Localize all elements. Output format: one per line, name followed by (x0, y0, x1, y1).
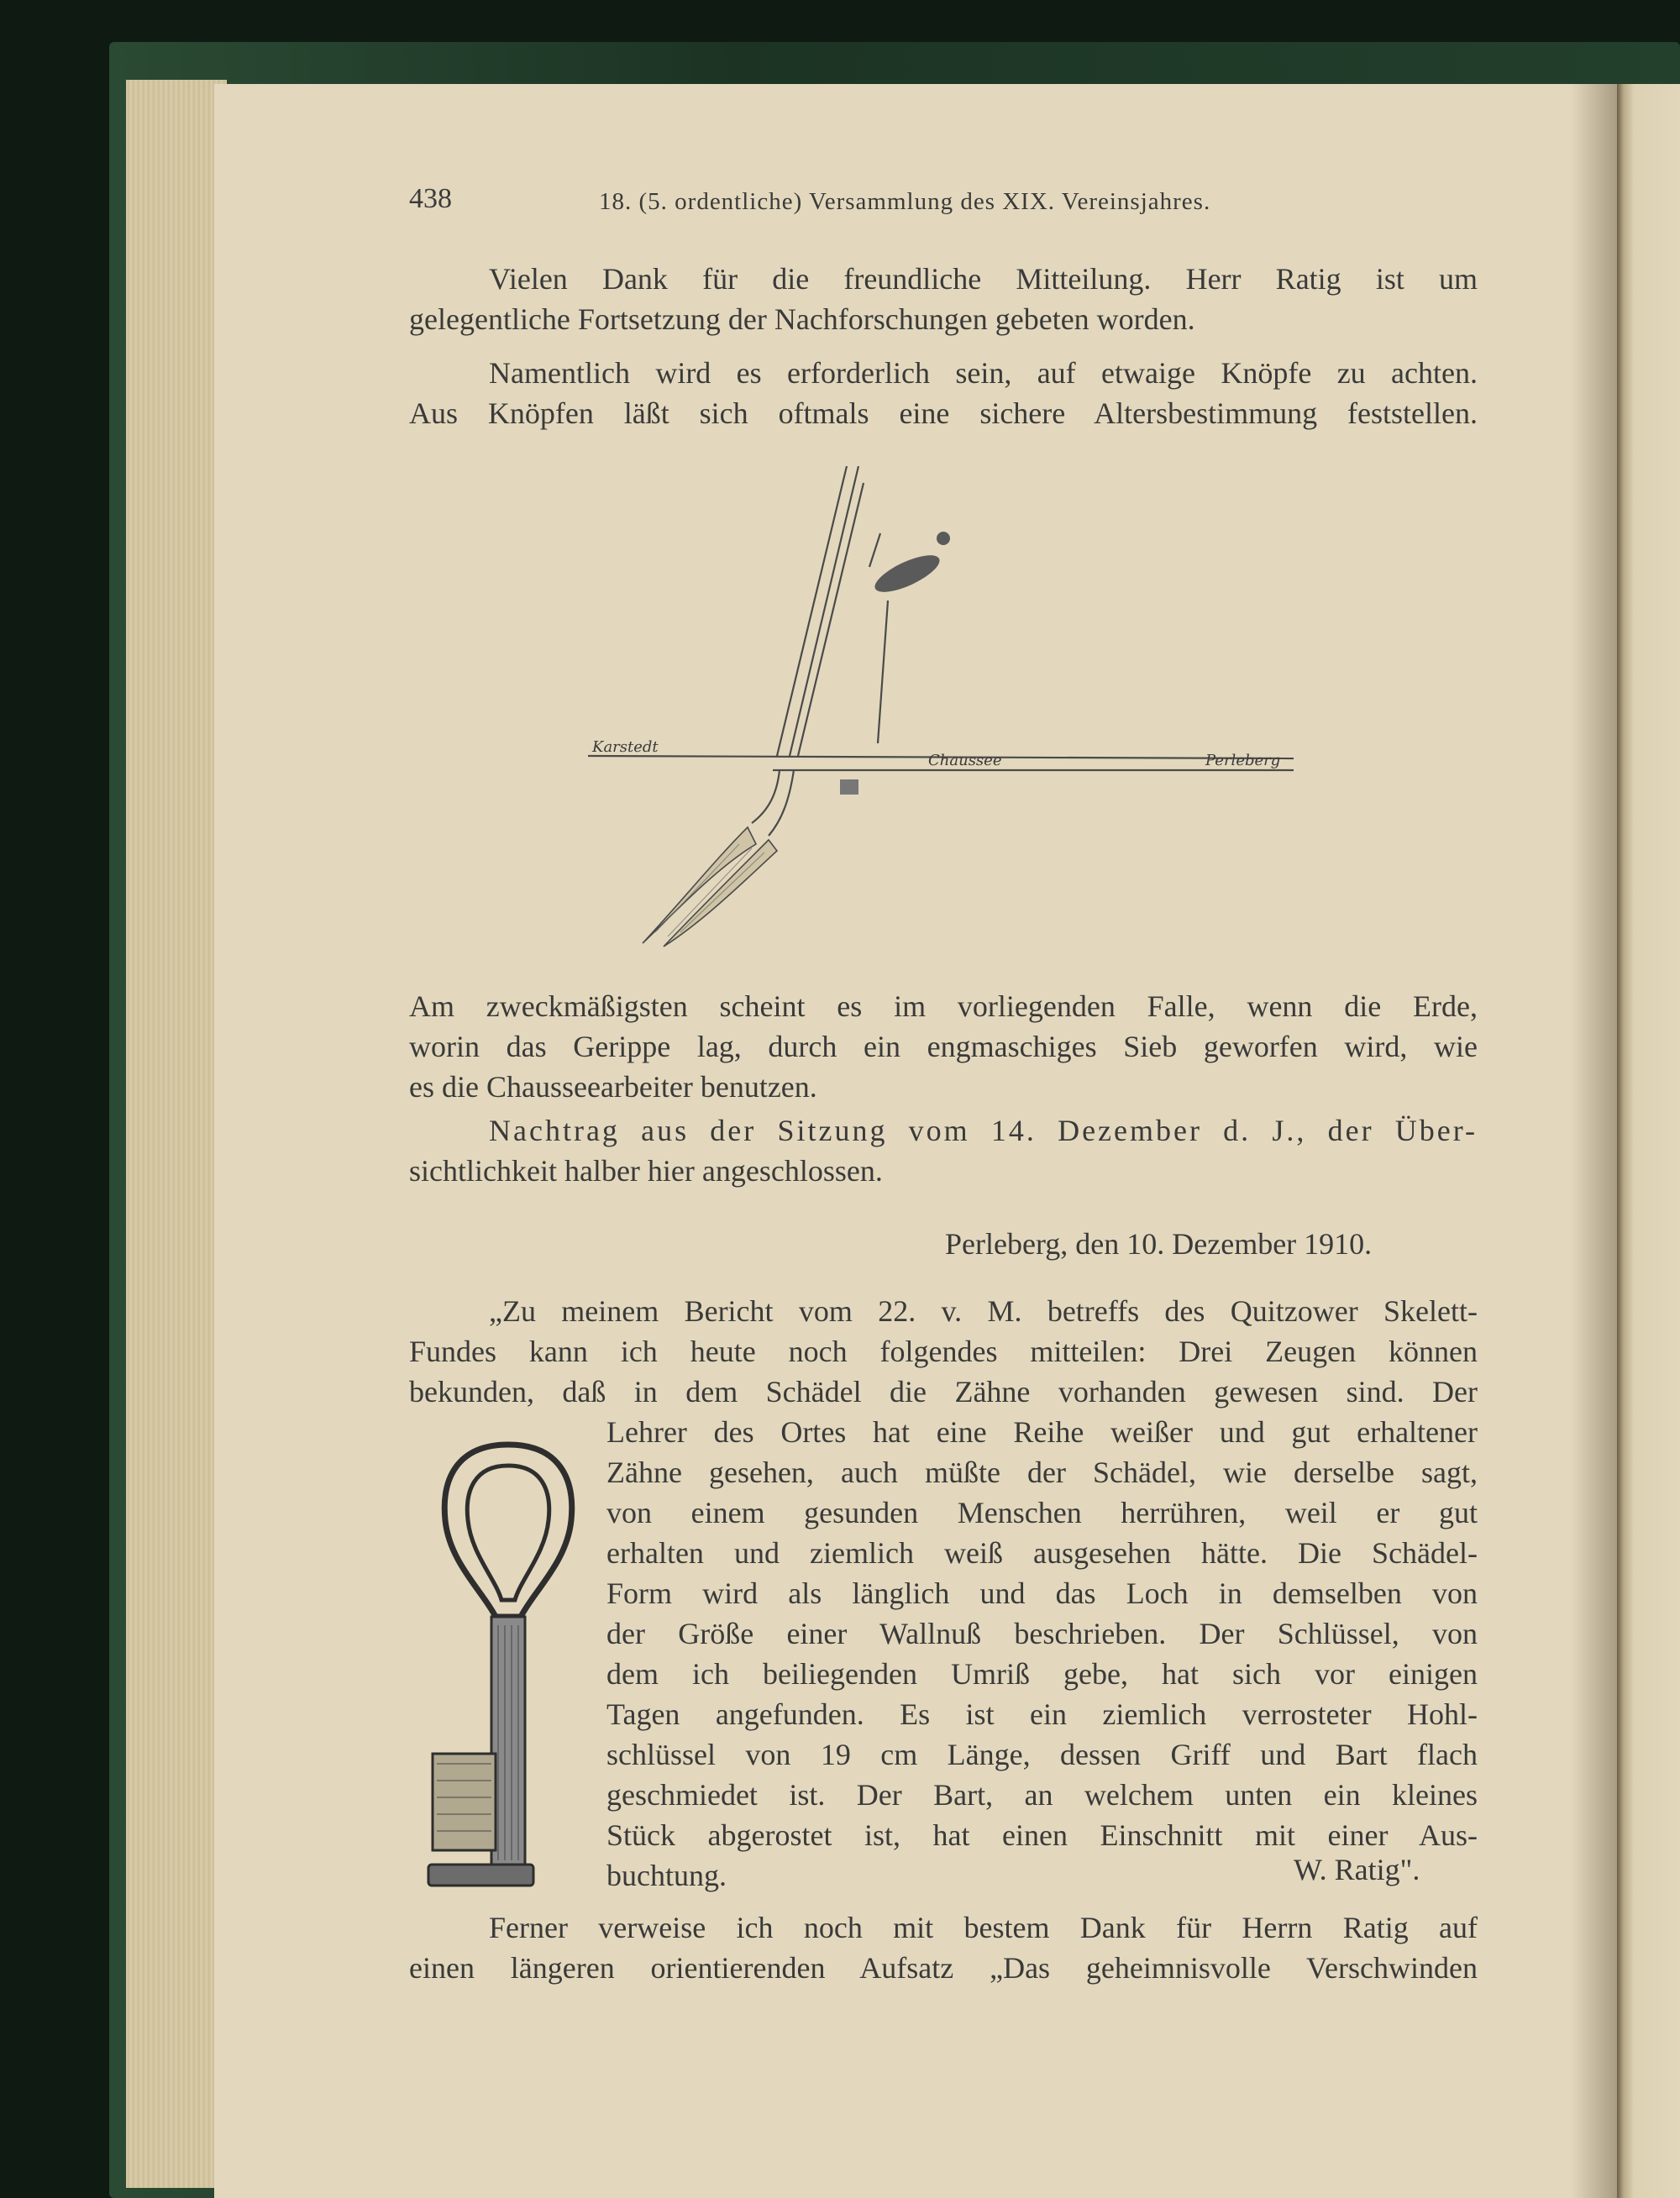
path-line (869, 533, 880, 567)
key-illustration (424, 1428, 592, 1898)
text-line: sichtlichkeit halber hier angeschlossen. (409, 1154, 883, 1188)
page-stack-edge (126, 80, 227, 2188)
letter-wrapped-text (606, 1412, 1478, 1896)
text-line: schlüssel von 19 cm Länge, dessen Griff und Bart flach (606, 1738, 1478, 1771)
facing-page-edge (1617, 84, 1680, 2198)
lower-road-left (752, 770, 780, 823)
paragraph-1 (409, 259, 1478, 339)
text-line: es die Chausseearbeiter benutzen. (409, 1070, 817, 1104)
page-number: 438 (409, 183, 452, 214)
running-title: 18. (5. ordentliche) Versammlung des XIX. Vereinsjahres. (599, 188, 1211, 215)
text-line: Lehrer des Ortes hat eine Reihe weißer und gut erhaltener (606, 1415, 1478, 1449)
letter-date: Perleberg, den 10. Dezember 1910. (945, 1227, 1373, 1261)
text-line: Zähne gesehen, auch müßte der Schädel, wie derselbe sagt, (606, 1456, 1478, 1489)
text-line: Aus Knöpfen läßt sich oftmals eine sichere Altersbestimmung feststellen. (409, 396, 1478, 430)
text-line: Vielen Dank für die freundliche Mitteilung. Herr Ratig ist um (489, 262, 1478, 296)
text-line: Stück abgerostet ist, hat einen Einschnitt mit einer Aus- (606, 1818, 1478, 1852)
text-line: Form wird als länglich und das Loch in demselben von (606, 1576, 1478, 1610)
key-bow-outer (444, 1445, 571, 1617)
map-label-middle: Chaussee (928, 752, 1002, 769)
text-line: worin das Gerippe lag, durch ein engmaschiges Sieb geworfen wird, wie (409, 1030, 1478, 1063)
text-line: „Zu meinem Bericht vom 22. v. M. betreffs des Quitzower Skelett- (489, 1294, 1478, 1328)
text-line: gelegentliche Fortsetzung der Nachforschungen gebeten worden. (409, 302, 1195, 336)
paragraph-3 (409, 986, 1478, 1107)
paragraph-5 (409, 1907, 1478, 1988)
sketch-map-figure (588, 466, 1310, 953)
text-line: einen längeren orientierenden Aufsatz „Das geheimnisvolle Verschwinden (409, 1951, 1478, 1985)
text-line: bekunden, daß in dem Schädel die Zähne vorhanden gewesen sind. Der (409, 1375, 1478, 1409)
side-road-right (790, 466, 858, 756)
side-road-inner (798, 483, 864, 756)
text-line: Am zweckmäßigsten scheint es im vorliegenden Falle, wenn die Erde, (409, 989, 1478, 1023)
text-line: Fundes kann ich heute noch folgendes mitteilen: Drei Zeugen können (409, 1335, 1478, 1368)
text-line: von einem gesunden Menschen herrühren, weil er gut (606, 1496, 1478, 1529)
text-line: Namentlich wird es erforderlich sein, auf etwaige Knöpfe zu achten. (489, 356, 1478, 390)
gutter-shadow (1571, 84, 1617, 2198)
letter-intro (409, 1291, 1478, 1412)
text-line: der Größe einer Wallnuß beschrieben. Der Schlüssel, von (606, 1617, 1478, 1650)
distance-line (878, 601, 888, 743)
find-spot-dot (937, 532, 950, 545)
key-tip (428, 1865, 533, 1886)
text-line: erhalten und ziemlich weiß ausgesehen hätte. Die Schädel- (606, 1536, 1478, 1570)
text-line: Ferner verweise ich noch mit bestem Dank für Herrn Ratig auf (489, 1911, 1478, 1944)
building-marker (840, 779, 858, 795)
letter-signature: W. Ratig". (1294, 1853, 1420, 1886)
key-bow-inner (467, 1466, 549, 1600)
map-label-right: Perleberg (1205, 752, 1281, 769)
paragraph-2 (409, 353, 1478, 433)
text-line: geschmiedet ist. Der Bart, an welchem unten ein kleines (606, 1778, 1478, 1812)
paragraph-4 (409, 1110, 1478, 1191)
text-line: buchtung. (606, 1859, 727, 1892)
map-label-left: Karstedt (592, 738, 659, 756)
key-bit (433, 1754, 496, 1850)
text-line: Nachtrag aus der Sitzung vom 14. Dezember d. J., der Über- (489, 1114, 1478, 1147)
find-spot-oval (870, 548, 944, 600)
lower-road-right (769, 770, 794, 836)
text-line: dem ich beiliegenden Umriß gebe, hat sich vor einigen (606, 1657, 1478, 1691)
text-line: Tagen angefunden. Es ist ein ziemlich verrosteter Hohl- (606, 1697, 1478, 1731)
side-road-left (777, 466, 847, 756)
